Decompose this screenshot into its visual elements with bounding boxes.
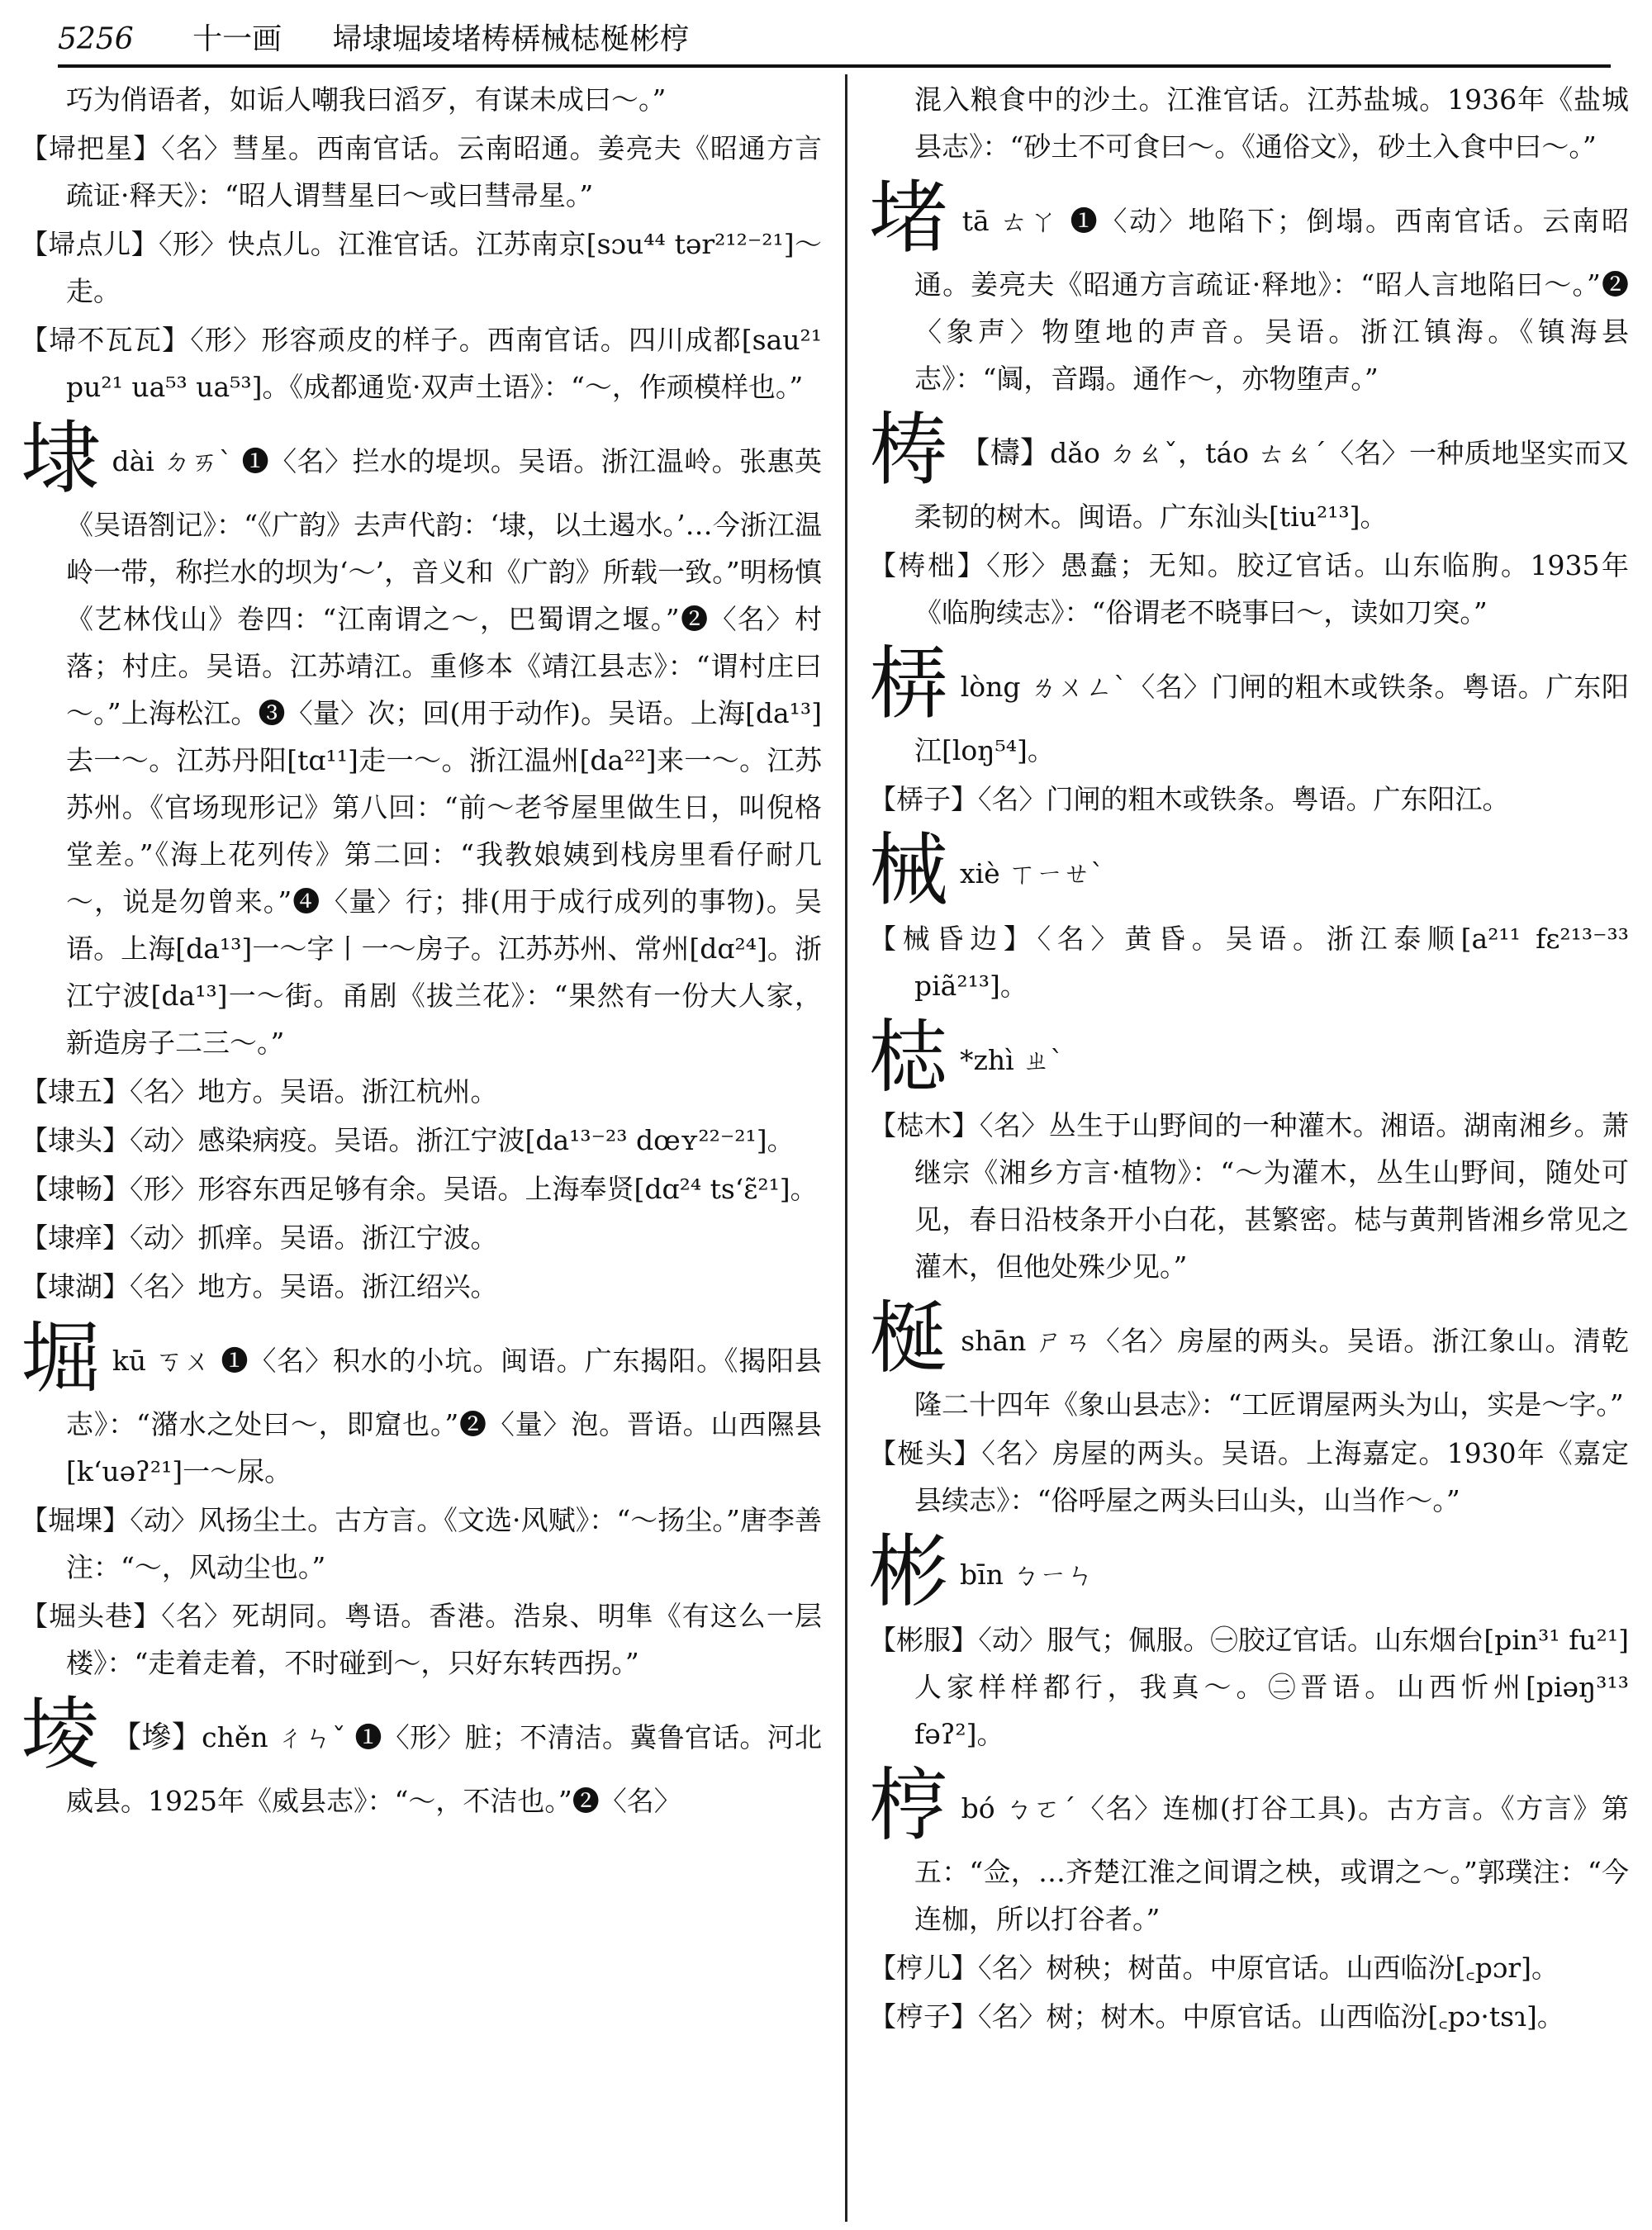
traditional-form: 【墋】 <box>112 1720 202 1754</box>
headword-definition: lòng ㄌㄨㄥˋ〈名〉门闸的粗木或铁条。粤语。广东阳江[loŋ⁵⁴]。 <box>914 671 1629 766</box>
headword-definition: kū ㄎㄨ ❶〈名〉积水的小坑。闽语。广东揭阳。《揭阳县志》：“潴水之处曰～，即窟也。”❷〈量〉泡。晋语。山西隰县[k‘uəʔ²¹]一～尿。 <box>66 1345 822 1487</box>
headword-bo <box>869 1759 1629 1943</box>
headword-definition: chěn ㄔㄣˇ ❶〈形〉脏；不清洁。冀鲁官话。河北威县。1925年《威县志》：“～，不洁也。”❷〈名〉 <box>66 1721 822 1817</box>
headword-zhi <box>869 1011 1629 1103</box>
entry-sao-dian-er: 【埽点儿】〈形〉快点儿。江淮官话。江苏南京[sɔu⁴⁴ tər²¹²⁻²¹]～走。 <box>21 228 822 307</box>
left-column <box>21 76 822 1826</box>
stroke-count: 十一画 <box>192 22 282 56</box>
headword-char: 堵 <box>869 172 951 264</box>
headword-definition: dài ㄉㄞˋ ❶〈名〉拦水的堤坝。吴语。浙江温岭。张惠英《吴语劄记》：“《广韵》去声代韵：‘埭，以土遏水。’…今浙江温岭一带，称拦水的坝为‘～’，音义和《广韵》所载一致。”明杨慎《艺林伐山》卷四：“江南谓之～，巴蜀谓之堰。”❷〈名〉村落；村庄。吴语。江苏靖江。重修本《靖江县志》：“谓村庄曰～。”上海松江。❸〈量〉次；回(用于动作)。吴语。上海[da¹³]去一～。江苏丹阳[tɑ¹¹]走一～。浙江温州[da²²]来一～。江苏苏州。《官场现形记》第八回：“前～老爷屋里做生日，叫倪格堂差。”《海上花列传》第二回：“我教娘姨到栈房里看仔耐几～，说是勿曾来。”❹〈量〉行；排(用于成行成列的事物)。吴语。上海[da¹³]一～字丨一～房子。江苏苏州、常州[dɑ²⁴]。浙江宁波[da¹³]一～街。甬剧《拔兰花》：“果然有一份大人家，新造房子二三～。” <box>66 445 822 1059</box>
entry-bo-zi: 【梈子】〈名〉树；树木。中原官话。山西临汾[꜀pɔ·tsɿ]。 <box>869 2000 1564 2033</box>
headword-long <box>869 638 1629 774</box>
column-divider <box>845 74 847 2222</box>
entry-shan-tou: 【梴头】〈名〉房屋的两头。吴语。上海嘉定。1930年《嘉定县续志》：“俗呼屋之两头曰山头，山当作～。” <box>869 1437 1629 1516</box>
headword-dai <box>21 412 822 1066</box>
entry-dai-yang: 【埭痒】〈动〉抓痒。吴语。浙江宁波。 <box>21 1222 498 1254</box>
headword-definition: bīn ㄅㄧㄣ <box>960 1559 1094 1591</box>
entry-dai-chang: 【埭畅】〈形〉形容东西足够有余。吴语。上海奉贤[dɑ²⁴ ts‘ɛ̃²¹]。 <box>21 1173 818 1205</box>
page-number: 5256 <box>58 22 134 56</box>
entry-bin-fu: 【彬服】〈动〉服气；佩服。㊀胶辽官话。山东烟台[pin³¹ fu²¹]人家样样都行，我真～。㊁晋语。山西忻州[piəŋ³¹³ fəʔ²]。 <box>869 1624 1629 1750</box>
entry-sao-bu-wa-wa: 【埽不瓦瓦】〈形〉形容顽皮的样子。西南官话。四川成都[sau²¹ pu²¹ ua⁵³ ua⁵³]。《成都通览·双声土语》：“～，作顽模样也。” <box>21 324 822 403</box>
entry-ku-tou-xiang: 【堀头巷】〈名〉死胡同。粤语。香港。浩泉、明隼《有这么一层楼》：“走着走着，不时碰到～，只好东转西拐。” <box>21 1600 822 1679</box>
headword-char: 堀 <box>21 1312 101 1404</box>
headword-char: 埭 <box>21 412 101 505</box>
entry-dai-hu: 【埭湖】〈名〉地方。吴语。浙江绍兴。 <box>21 1270 498 1302</box>
headword-char: 梈 <box>869 1759 950 1852</box>
headword-ta <box>869 172 1630 402</box>
page-header <box>58 15 1611 68</box>
headword-ku <box>21 1312 822 1495</box>
headword-definition: dǎo ㄉㄠˇ，táo ㄊㄠˊ〈名〉一种质地坚实而又柔韧的树木。闽语。广东汕头[tiu²¹³]。 <box>914 437 1630 533</box>
headword-char: 械 <box>869 824 948 917</box>
headword-definition: shān ㄕㄢ〈名〉房屋的两头。吴语。浙江象山。清乾隆二十四年《象山县志》：“工匠谓屋两头为山，实是～字。” <box>914 1325 1630 1421</box>
entry-sao-ba-xing: 【埽把星】〈名〉彗星。西南官话。云南昭通。姜亮夫《昭通方言疏证·释天》：“昭人谓彗星曰～或曰彗帚星。” <box>21 132 822 211</box>
entry-continuation: 混入粮食中的沙土。江淮官话。江苏盐城。1936年《盐城县志》：“砂土不可食曰～。《通俗文》，砂土入食中曰～。” <box>914 83 1629 163</box>
headword-char: 梼 <box>869 404 949 496</box>
entry-continuation: 巧为俏语者，如诟人嘲我曰滔歹，有谋未成曰～。” <box>66 83 667 116</box>
headword-definition: xiè ㄒㄧㄝˋ <box>960 857 1104 890</box>
headword-char: 堎 <box>21 1688 101 1781</box>
headword-char: 梴 <box>869 1292 950 1384</box>
entry-bo-er: 【梈儿】〈名〉树秧；树苗。中原官话。山西临汾[꜀pɔr]。 <box>869 1952 1559 1984</box>
headword-definition: tā ㄊㄚ ❶〈动〉地陷下；倒塌。西南官话。云南昭通。姜亮夫《昭通方言疏证·释地》：“昭人言地陷曰～。”❷〈象声〉物堕地的声音。吴语。浙江镇海。《镇海县志》：“阘，音蹋。通作～，亦物堕声。” <box>914 205 1630 395</box>
entry-dai-tou: 【埭头】〈动〉感染病疫。吴语。浙江宁波[da¹³⁻²³ dœʏ²²⁻²¹]。 <box>21 1124 795 1156</box>
headword-bin <box>869 1525 1629 1618</box>
entry-ku-ke: 【堀堁】〈动〉风扬尘土。古方言。《文选·风赋》：“～扬尘。”唐李善注：“～，风动尘也。” <box>21 1504 822 1583</box>
headword-xie <box>869 824 1629 917</box>
entry-xie-hun-bian: 【械昏边】〈名〉黄昏。吴语。浙江泰顺[a²¹¹ fɛ²¹³⁻³³ piã²¹³]。 <box>869 923 1629 1002</box>
headword-char: 彬 <box>869 1525 948 1618</box>
right-column <box>869 76 1629 2042</box>
headword-char: 梇 <box>869 638 949 730</box>
entry-zhi-mu: 【梽木】〈名〉丛生于山野间的一种灌木。湘语。湖南湘乡。萧继宗《湘乡方言·植物》：“～为灌木，丛生山野间，随处可见，春日沿枝条开小白花，甚繁密。梽与黄荆皆湘乡常见之灌木，但他处殊少见。” <box>869 1109 1629 1283</box>
entry-tao-duo: 【梼柮】〈形〉愚蠢；无知。胶辽官话。山东临朐。1935年《临朐续志》：“俗谓老不晓事曰～，读如刀突。” <box>869 549 1629 629</box>
traditional-form: 【檮】 <box>960 436 1051 470</box>
index-characters: 埽埭堀堎堵梼梇械梽梴彬梈 <box>332 22 690 56</box>
entry-dai-wu: 【埭五】〈名〉地方。吴语。浙江杭州。 <box>21 1075 498 1108</box>
headword-chen <box>21 1688 822 1824</box>
headword-dao <box>869 404 1630 540</box>
headword-char: 梽 <box>869 1011 948 1103</box>
entry-long-zi: 【梇子】〈名〉门闸的粗木或铁条。粤语。广东阳江。 <box>869 783 1510 815</box>
headword-definition: *zhì ㄓˋ <box>960 1044 1064 1076</box>
headword-shan <box>869 1292 1630 1428</box>
headword-definition: bó ㄅㄛˊ〈名〉连枷(打谷工具)。古方言。《方言》第五：“佥，…齐楚江淮之间谓之柍，或谓之～。”郭璞注：“今连枷，所以打谷者。” <box>914 1792 1629 1935</box>
